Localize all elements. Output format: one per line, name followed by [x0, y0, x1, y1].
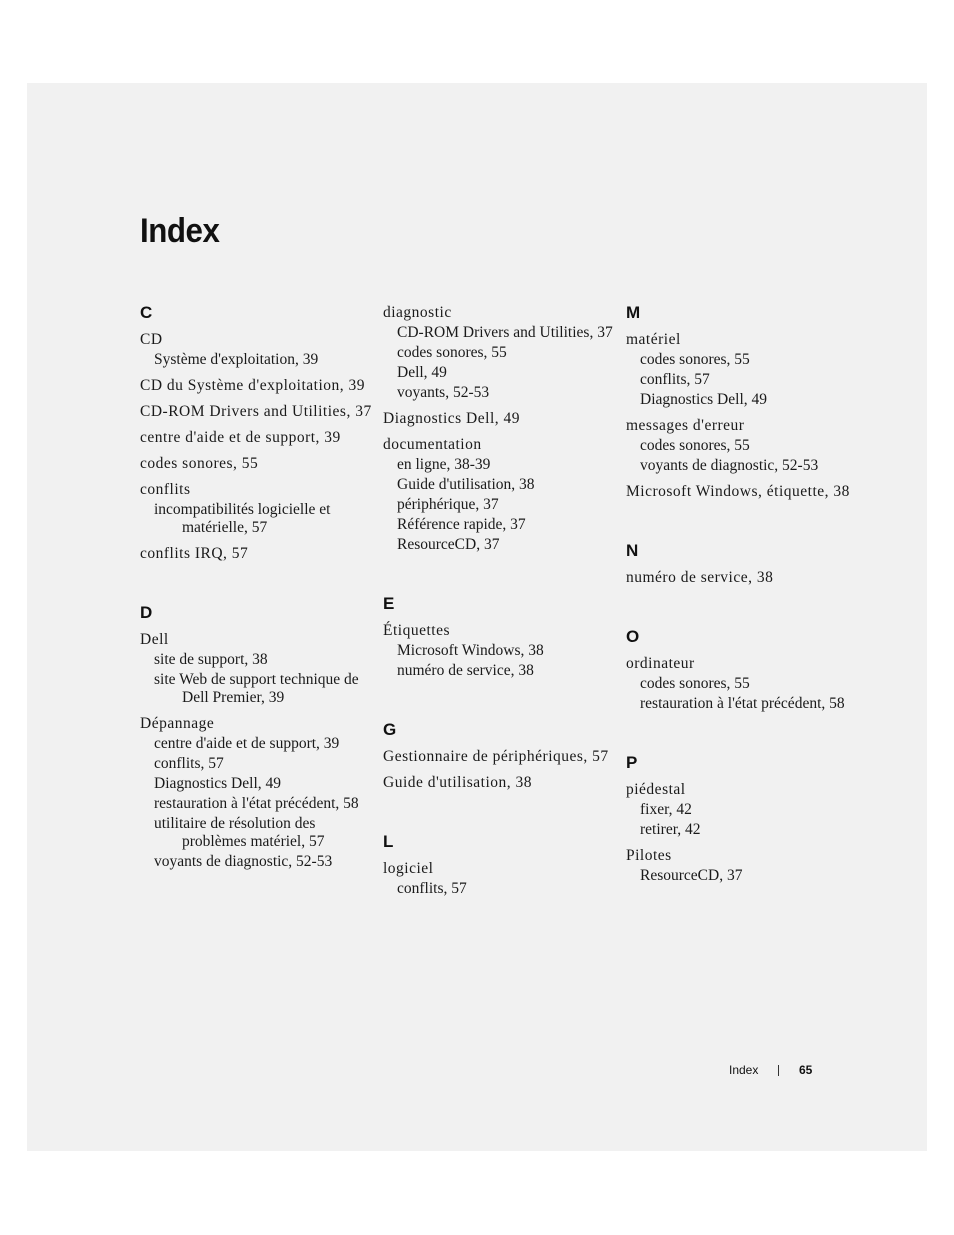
index-subentry: site de support, 38 — [154, 651, 268, 668]
index-subentry: restauration à l'état précédent, 58 — [154, 795, 359, 812]
index-subentry: codes sonores, 55 — [397, 344, 507, 361]
index-subentry: codes sonores, 55 — [640, 437, 750, 454]
index-subentry: voyants de diagnostic, 52-53 — [640, 457, 819, 474]
index-subentry: Référence rapide, 37 — [397, 516, 526, 533]
index-subentry: voyants, 52-53 — [397, 384, 490, 401]
section-letter-o: O — [626, 627, 640, 646]
section-letter-e: E — [383, 594, 395, 613]
index-entry: Dell — [140, 631, 169, 648]
index-subentry: conflits, 57 — [640, 371, 710, 388]
index-subentry: codes sonores, 55 — [640, 675, 750, 692]
page-title: Index — [140, 212, 220, 250]
index-entry: Diagnostics Dell, 49 — [383, 410, 520, 427]
index-entry: Microsoft Windows, étiquette, 38 — [626, 483, 850, 500]
index-subentry: périphérique, 37 — [397, 496, 499, 513]
index-subentry: en ligne, 38-39 — [397, 456, 491, 473]
index-subentry: conflits, 57 — [154, 755, 224, 772]
index-subentry: Système d'exploitation, 39 — [154, 351, 319, 368]
section-letter-l: L — [383, 832, 394, 851]
index-subentry: incompatibilités logicielle et matérielle, 57 — [154, 501, 331, 536]
index-subentry: CD-ROM Drivers and Utilities, 37 — [397, 324, 613, 341]
index-entry: messages d'erreur — [626, 417, 745, 434]
section-letter-c: C — [140, 303, 153, 322]
index-entry: piédestal — [626, 781, 686, 798]
index-entry: documentation — [383, 436, 482, 453]
index-entry: centre d'aide et de support, 39 — [140, 429, 341, 446]
index-entry: ordinateur — [626, 655, 695, 672]
section-letter-n: N — [626, 541, 639, 560]
index-entry: Dépannage — [140, 715, 215, 732]
index-subentry: restauration à l'état précédent, 58 — [640, 695, 845, 712]
index-subentry: ResourceCD, 37 — [397, 536, 500, 553]
footer-separator — [778, 1065, 779, 1076]
footer-section-label: Index — [729, 1063, 759, 1077]
index-entry: CD du Système d'exploitation, 39 — [140, 377, 366, 394]
section-letter-d: D — [140, 603, 153, 622]
index-subentry: centre d'aide et de support, 39 — [154, 735, 340, 752]
index-entry: Gestionnaire de périphériques, 57 — [383, 748, 609, 765]
index-subentry: Guide d'utilisation, 38 — [397, 476, 535, 493]
index-subentry: Diagnostics Dell, 49 — [154, 775, 281, 792]
index-entry: conflits — [140, 481, 191, 498]
index-entry: codes sonores, 55 — [140, 455, 259, 472]
index-entry: CD — [140, 331, 163, 348]
index-subentry: utilitaire de résolution des problèmes matériel, 57 — [154, 815, 325, 850]
index-entry: conflits IRQ, 57 — [140, 545, 249, 562]
page-number: 65 — [799, 1063, 813, 1077]
index-subentry: fixer, 42 — [640, 801, 692, 818]
index-entry: matériel — [626, 331, 681, 348]
index-subentry: ResourceCD, 37 — [640, 867, 743, 884]
index-subentry: site Web de support technique de Dell Premier, 39 — [154, 671, 359, 706]
index-subentry: Microsoft Windows, 38 — [397, 642, 544, 659]
index-entry: Guide d'utilisation, 38 — [383, 774, 533, 791]
index-column-3 — [626, 303, 866, 885]
section-letter-p: P — [626, 753, 638, 772]
index-subentry: Diagnostics Dell, 49 — [640, 391, 767, 408]
index-subentry: retirer, 42 — [640, 821, 701, 838]
index-entry: logiciel — [383, 860, 434, 877]
index-entry: diagnostic — [383, 304, 452, 321]
index-entry: CD-ROM Drivers and Utilities, 37 — [140, 403, 372, 420]
section-letter-g: G — [383, 720, 397, 739]
index-entry: numéro de service, 38 — [626, 569, 774, 586]
index-column-1 — [140, 303, 380, 871]
index-column-2 — [383, 303, 623, 898]
index-entry: Étiquettes — [383, 622, 450, 639]
index-entry: Pilotes — [626, 847, 672, 864]
index-subentry: Dell, 49 — [397, 364, 447, 381]
index-subentry: numéro de service, 38 — [397, 662, 534, 679]
index-subentry: conflits, 57 — [397, 880, 467, 897]
section-letter-m: M — [626, 303, 641, 322]
index-subentry: voyants de diagnostic, 52-53 — [154, 853, 333, 870]
index-subentry: codes sonores, 55 — [640, 351, 750, 368]
